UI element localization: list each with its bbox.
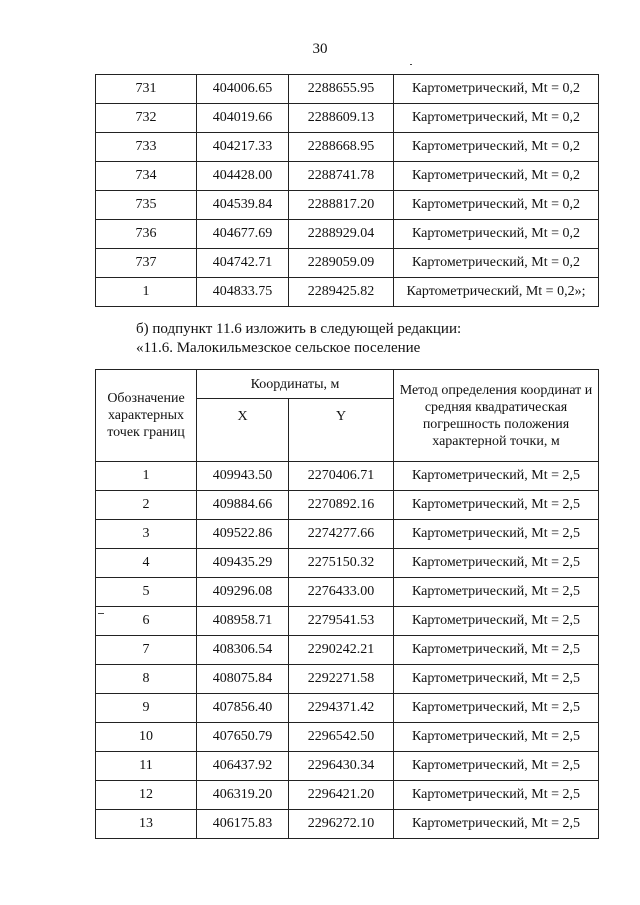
coord-y-cell: 2292271.58: [289, 665, 394, 694]
method-cell: Картометрический, Mt = 2,5: [394, 810, 599, 839]
coord-y-cell: 2288929.04: [289, 220, 394, 249]
point-number-cell: 3: [96, 520, 197, 549]
coord-x-cell: 404217.33: [197, 133, 289, 162]
coord-x-cell: 404006.65: [197, 75, 289, 104]
table-row: [96, 491, 599, 520]
method-cell: Картометрический, Mt = 2,5: [394, 549, 599, 578]
point-number-cell: 5: [96, 578, 197, 607]
header-method: Метод определения координат и средняя квадратическая погрешность положения характерной точки, м: [394, 370, 599, 462]
point-number-cell: 733: [96, 133, 197, 162]
table-row: [96, 220, 599, 249]
method-cell: Картометрический, Mt = 0,2: [394, 191, 599, 220]
scan-mark: [410, 64, 412, 65]
point-number-cell: 7: [96, 636, 197, 665]
method-cell: Картометрический, Mt = 2,5: [394, 578, 599, 607]
coord-x-cell: 409884.66: [197, 491, 289, 520]
coord-x-cell: 404742.71: [197, 249, 289, 278]
coord-x-cell: 409296.08: [197, 578, 289, 607]
coord-x-cell: 407650.79: [197, 723, 289, 752]
method-cell: Картометрический, Mt = 0,2: [394, 104, 599, 133]
coord-x-cell: 406437.92: [197, 752, 289, 781]
table-row: [96, 578, 599, 607]
method-cell: Картометрический, Mt = 0,2: [394, 249, 599, 278]
point-number-cell: 12: [96, 781, 197, 810]
point-number-cell: 10: [96, 723, 197, 752]
coord-x-cell: 408958.71: [197, 607, 289, 636]
coord-y-cell: 2296542.50: [289, 723, 394, 752]
point-number-cell: 732: [96, 104, 197, 133]
table-row: [96, 520, 599, 549]
method-cell: Картометрический, Mt = 0,2: [394, 162, 599, 191]
coord-y-cell: 2289425.82: [289, 278, 394, 307]
method-cell: Картометрический, Mt = 0,2: [394, 75, 599, 104]
point-number-cell: 736: [96, 220, 197, 249]
coord-x-cell: 404539.84: [197, 191, 289, 220]
table-row: [96, 133, 599, 162]
table-row: [96, 191, 599, 220]
coord-x-cell: 409943.50: [197, 462, 289, 491]
coord-x-cell: 409522.86: [197, 520, 289, 549]
coord-x-cell: 408075.84: [197, 665, 289, 694]
header-coordinates: Координаты, м: [197, 370, 394, 399]
coord-y-cell: 2288741.78: [289, 162, 394, 191]
coordinates-table-continued: [95, 74, 599, 307]
table-row: [96, 249, 599, 278]
table-row: [96, 607, 599, 636]
table-row: [96, 278, 599, 307]
coord-y-cell: 2274277.66: [289, 520, 394, 549]
method-cell: Картометрический, Mt = 2,5: [394, 462, 599, 491]
point-number-cell: 2: [96, 491, 197, 520]
table-row: [96, 549, 599, 578]
coord-x-cell: 408306.54: [197, 636, 289, 665]
coord-y-cell: 2296272.10: [289, 810, 394, 839]
method-cell: Картометрический, Mt = 0,2: [394, 133, 599, 162]
point-number-cell: 1: [96, 278, 197, 307]
method-cell: Картометрический, Mt = 2,5: [394, 752, 599, 781]
method-cell: Картометрический, Mt = 0,2: [394, 220, 599, 249]
table-row: [96, 810, 599, 839]
coord-y-cell: 2296430.34: [289, 752, 394, 781]
table-row: [96, 462, 599, 491]
coord-x-cell: 406175.83: [197, 810, 289, 839]
coord-y-cell: 2289059.09: [289, 249, 394, 278]
point-number-cell: 4: [96, 549, 197, 578]
coord-x-cell: 404019.66: [197, 104, 289, 133]
coord-x-cell: 404833.75: [197, 278, 289, 307]
coord-x-cell: 404428.00: [197, 162, 289, 191]
method-cell: Картометрический, Mt = 2,5: [394, 781, 599, 810]
point-number-cell: 11: [96, 752, 197, 781]
coord-y-cell: 2294371.42: [289, 694, 394, 723]
method-cell: Картометрический, Mt = 2,5: [394, 520, 599, 549]
coord-y-cell: 2288609.13: [289, 104, 394, 133]
scan-mark: [98, 613, 104, 614]
table-row: [96, 752, 599, 781]
point-number-cell: 8: [96, 665, 197, 694]
point-number-cell: 734: [96, 162, 197, 191]
method-cell: Картометрический, Mt = 2,5: [394, 491, 599, 520]
coordinates-table-malokilmezskoe: [95, 369, 599, 839]
coord-y-cell: 2275150.32: [289, 549, 394, 578]
header-y: Y: [289, 399, 394, 462]
point-number-cell: 13: [96, 810, 197, 839]
page-number: 30: [312, 41, 328, 57]
coord-y-cell: 2290242.21: [289, 636, 394, 665]
coord-y-cell: 2288655.95: [289, 75, 394, 104]
method-cell: Картометрический, Mt = 2,5: [394, 636, 599, 665]
header-x: X: [197, 399, 289, 462]
table-row: [96, 781, 599, 810]
table-row: [96, 636, 599, 665]
table-row: [96, 723, 599, 752]
method-cell: Картометрический, Mt = 0,2»;: [394, 278, 599, 307]
coord-y-cell: 2288817.20: [289, 191, 394, 220]
table-row: [96, 694, 599, 723]
method-cell: Картометрический, Mt = 2,5: [394, 694, 599, 723]
coord-y-cell: 2296421.20: [289, 781, 394, 810]
table-row: [96, 104, 599, 133]
point-number-cell: 735: [96, 191, 197, 220]
point-number-cell: 9: [96, 694, 197, 723]
point-number-cell: 731: [96, 75, 197, 104]
point-number-cell: 737: [96, 249, 197, 278]
coord-y-cell: 2279541.53: [289, 607, 394, 636]
header-point-designation: Обозначение характерных точек границ: [96, 370, 197, 462]
coord-y-cell: 2276433.00: [289, 578, 394, 607]
point-number-cell: 6: [96, 607, 197, 636]
coord-x-cell: 404677.69: [197, 220, 289, 249]
paragraph-line-1: б) подпункт 11.6 изложить в следующей редакции:: [136, 321, 462, 337]
table-row: [96, 162, 599, 191]
method-cell: Картометрический, Mt = 2,5: [394, 607, 599, 636]
coord-y-cell: 2270892.16: [289, 491, 394, 520]
coord-x-cell: 406319.20: [197, 781, 289, 810]
coord-y-cell: 2288668.95: [289, 133, 394, 162]
table-row: [96, 75, 599, 104]
coord-x-cell: 407856.40: [197, 694, 289, 723]
coord-x-cell: 409435.29: [197, 549, 289, 578]
point-number-cell: 1: [96, 462, 197, 491]
paragraph-line-2: «11.6. Малокильмезское сельское поселение: [136, 340, 421, 356]
coord-y-cell: 2270406.71: [289, 462, 394, 491]
table-row: [96, 665, 599, 694]
method-cell: Картометрический, Mt = 2,5: [394, 723, 599, 752]
method-cell: Картометрический, Mt = 2,5: [394, 665, 599, 694]
